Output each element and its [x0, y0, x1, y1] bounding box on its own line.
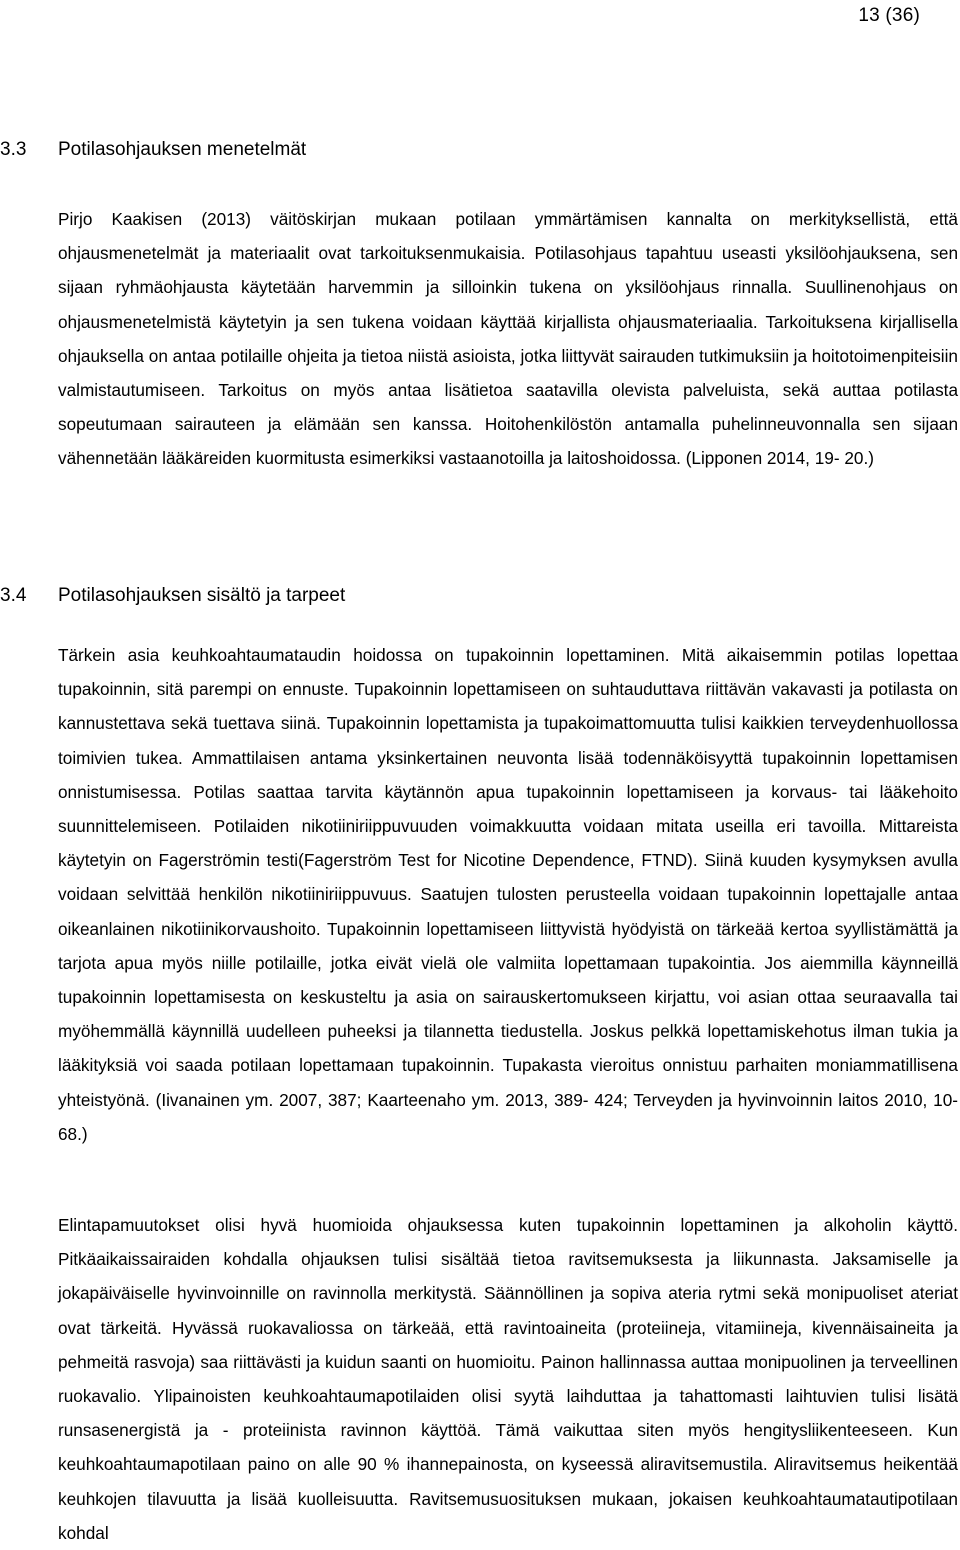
paragraph-lifestyle: Elintapamuutokset olisi hyvä huomioida ohjauksessa kuten tupakoinnin lopettaminen ja alkoholin käyttö. Pitkäaikaissairaiden kohdalla ohjauksen tulisi sisältää tietoa ravitsemuksesta ja liikunnasta. Jaksamiselle ja jokapäiväiselle hyvinvoinnille on ravinnolla merkitystä. Säännöllinen ja sopiva ateria rytmi sekä monipuoliset ateriat ovat tärkeitä. Hyvässä ruokavaliossa on tärkeää, että ravintoaineita (proteiineja, vitamiineja, kivennäisaineita ja pehmeitä rasvoja) saa riittävästi ja kuidun saanti on huomioitu. Painon hallinnassa auttaa monipuolinen ja terveellinen ruokavalio. Ylipainoisten keuhkoahtaumapotilaiden olisi syytä laihduttaa ja tahattomasti laihtuvien tulisi lisätä runsasenergistä ja - proteiinista ravinnon käyttöä. Tämä vaikuttaa siten myös hengitysliikenteeseen. Kun keuhkoahtaumapotilaan paino on alle 90 % ihannepainosta, on kyseessä aliravitsemustila. Aliravitsemus heikentää keuhkojen tilavuutta ja lisää kuolleisuutta. Ravitsemusuosituksen mukaan, jokaisen keuhkoahtaumatautipotilaan kohdal	[58, 1215, 958, 1543]
section-title: Potilasohjauksen menetelmät	[58, 139, 307, 160]
section-heading-3-4	[0, 585, 345, 607]
section-number: 3.3	[0, 139, 27, 160]
paragraph-methods: Pirjo Kaakisen (2013) väitöskirjan mukaan potilaan ymmärtämisen kannalta on merkityksellistä, että ohjausmenetelmät ja materiaalit ovat tarkoituksenmukaisia. Potilasohjaus tapahtuu useasti yksilöohjauksena, sen sijaan ryhmäohjausta käytetään harvemmin ja silloinkin tukena on yksilöohjaus rinnalla. Suullinenohjaus on ohjausmenetelmistä käytetyin ja sen tukena voidaan käyttää kirjallista ohjausmateriaalia. Tarkoituksena kirjallisella ohjauksella on antaa potilaille ohjeita ja tietoa niistä asioista, jotka liittyvät sairauden tutkimuksiin ja hoitotoimenpiteisiin valmistautumiseen. Tarkoitus on myös antaa lisätietoa saatavilla olevista palveluista, sekä auttaa potilasta sopeutumaan sairauteen ja elämään sen kanssa. Hoitohenkilöstön antamalla puhelinneuvonnalla sen sijaan vähennetään lääkäreiden kuormitusta esimerkiksi vastaanotoilla ja laitoshoidossa. (Lipponen 2014, 19- 20.)	[58, 209, 958, 469]
page-number: 13 (36)	[858, 5, 920, 26]
section-title: Potilasohjauksen sisältö ja tarpeet	[58, 585, 346, 606]
paragraph-smoking: Tärkein asia keuhkoahtaumataudin hoidossa on tupakoinnin lopettaminen. Mitä aikaisemmin potilas lopettaa tupakoinnin, sitä parempi on ennuste. Tupakoinnin lopettamiseen on suhtauduttava riittävän vakavasti ja potilasta on kannustettava sekä tuettava siinä. Tupakoinnin lopettamista ja tupakoimattomuutta tulisi kaikkien terveydenhuollossa toimivien tukea. Ammattilaisen antama yksinkertainen neuvonta lisää todennäköisyyttä tupakoinnin lopettamisen onnistumisessa. Potilas saattaa tarvita käytännön apua tupakoinnin lopettamiseen ja korvaus- tai lääkehoito suunnittelemiseen. Potilaiden nikotiiniriippuvuuden voimakkuutta voidaan mitata useilla eri tavoilla. Mittareista käytetyin on Fagerströmin testi(Fagerström Test for Nicotine Dependence, FTND). Siinä kuuden kysymyksen avulla voidaan selvittää henkilön nikotiiniriippuvuus. Saatujen tulosten perusteella voidaan tupakoinnin lopettajalle antaa oikeanlainen nikotiinikorvaushoito. Tupakoinnin lopettamiseen liittyvistä hyödyistä on tärkeää kertoa syyllistämättä ja tarjota apua myös niille potilaille, jotka eivät vielä ole valmiita lopettamaan tupakointia. Jos aiemmilla käynneillä tupakoinnin lopettamisesta on keskusteltu ja asia on sairauskertomukseen kirjattu, voi asian ottaa seuraavalla tai myöhemmällä käynnillä uudelleen puheeksi ja tilannetta tiedustella. Joskus pelkkä lopettamiskehotus ilman tukia ja lääkityksiä voi saada potilaan lopettamaan tupakoinnin. Tupakasta vieroitus onnistuu parhaiten moniammatillisena yhteistyönä. (Iivanainen ym. 2007, 387; Kaarteenaho ym. 2013, 389- 424; Terveyden ja hyvinvoinnin laitos 2010, 10- 68.)	[58, 645, 958, 1144]
section-heading-3-3	[0, 139, 306, 161]
section-number: 3.4	[0, 585, 27, 606]
